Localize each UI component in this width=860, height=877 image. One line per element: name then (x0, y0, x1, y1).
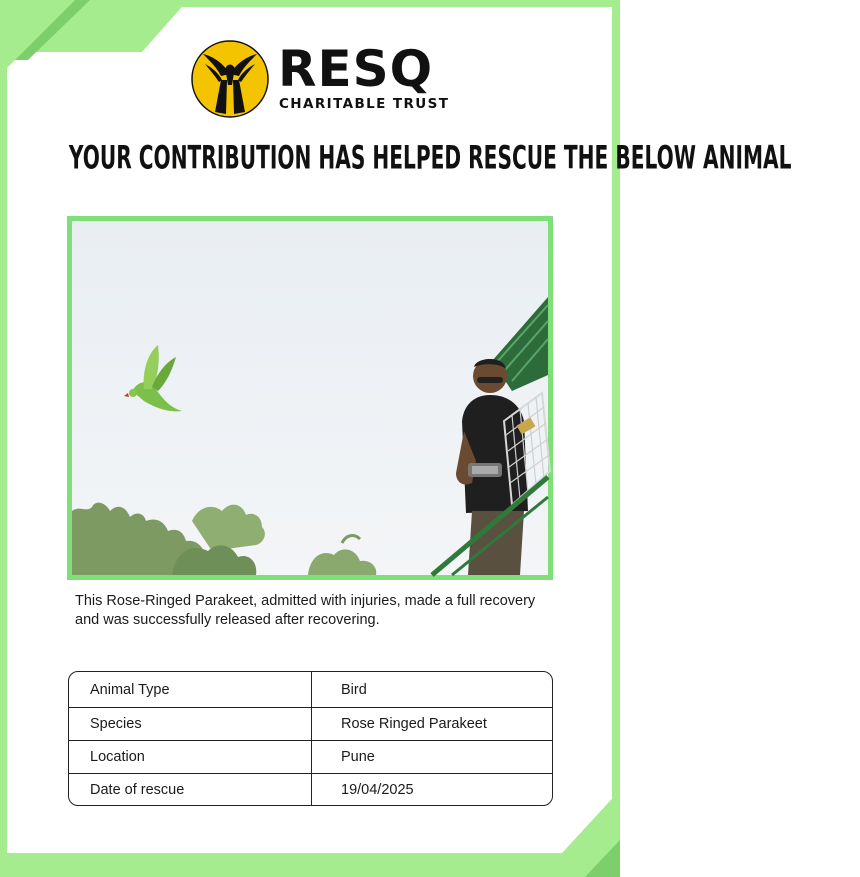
detail-value: Pune (341, 749, 375, 765)
hands-bird-logo-icon (191, 40, 269, 118)
brand-name: RESQ (278, 40, 434, 98)
detail-label: Date of rescue (69, 774, 312, 805)
rescue-details-table (68, 671, 553, 806)
table-row (69, 740, 552, 773)
detail-label: Animal Type (69, 672, 312, 707)
table-row (69, 707, 552, 740)
rescue-photo (67, 216, 553, 580)
detail-value: 19/04/2025 (341, 781, 414, 798)
brand-logo (191, 40, 450, 120)
table-row (69, 773, 552, 805)
detail-label: Species (69, 708, 312, 740)
detail-value: Rose Ringed Parakeet (341, 716, 487, 732)
rescue-photo-image (72, 221, 548, 575)
brand-tagline: CHARITABLE TRUST (279, 96, 450, 112)
page-headline (0, 136, 792, 180)
detail-value: Bird (341, 681, 367, 698)
detail-label: Location (69, 741, 312, 773)
headline-text: YOUR CONTRIBUTION HAS HELPED RESCUE THE BELOW ANIMAL (68, 139, 792, 177)
rescue-caption: This Rose-Ringed Parakeet, admitted with injuries, made a full recovery and was successfully released after recovering. (75, 593, 536, 628)
table-row (69, 672, 552, 707)
